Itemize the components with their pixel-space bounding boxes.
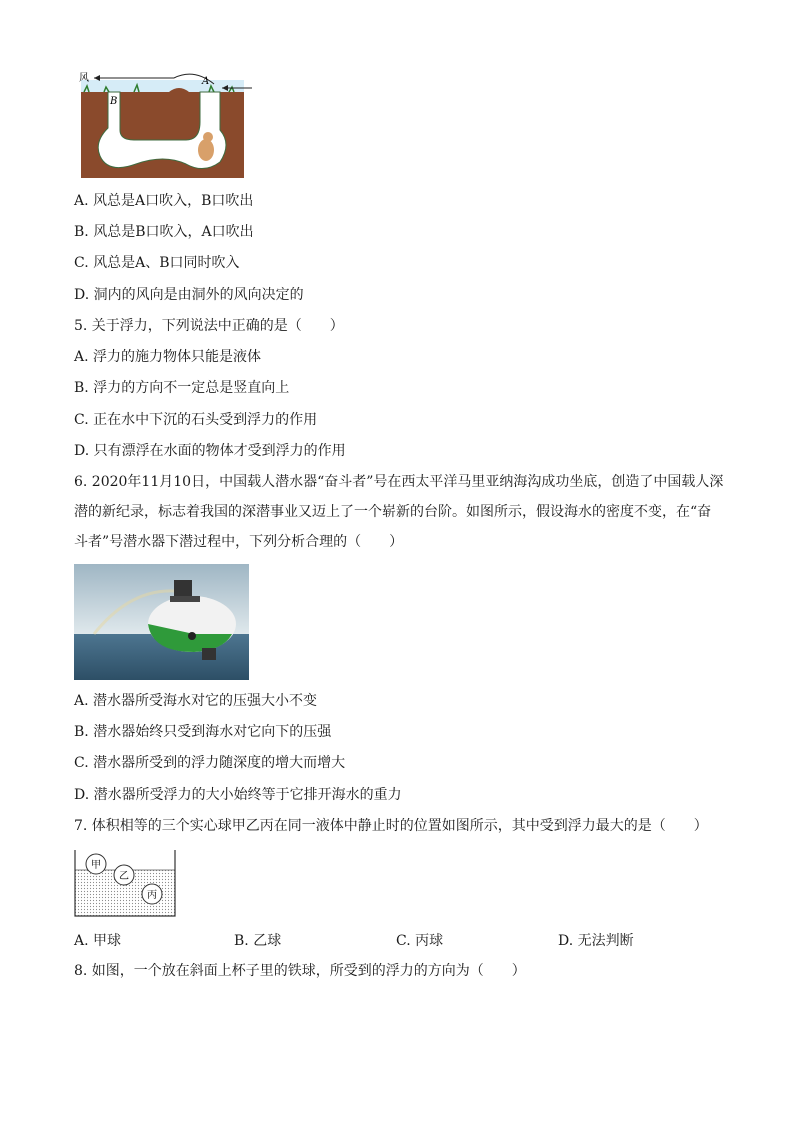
ball-label-jia: 甲 (91, 860, 101, 871)
q4-option-b: B. 风总是B口吹入，A口吹出 (74, 224, 254, 240)
q7-stem: 7. 体积相等的三个实心球甲乙丙在同一液体中静止时的位置如图所示，其中受到浮力最大的是（ ） (74, 818, 708, 834)
q6-option-a: A. 潜水器所受海水对它的压强大小不变 (74, 693, 318, 709)
q4-option-d: D. 洞内的风向是由洞外的风向决定的 (74, 287, 304, 303)
q8-stem: 8. 如图，一个放在斜面上杯子里的铁球，所受到的浮力的方向为（ ） (74, 963, 526, 979)
three-balls-figure (74, 848, 178, 918)
burrow-figure (74, 70, 254, 180)
q4-option-c: C. 风总是A、B口同时吹入 (74, 255, 240, 271)
q7-options (74, 930, 714, 950)
ball-label-bing: 丙 (147, 890, 157, 901)
submersible-photo (74, 564, 249, 680)
q6-stem: 6. 2020年11月10日，中国载人潜水器“奋斗者”号在西太平洋马里亚纳海沟成功坐底，创造了中国载人深潜的新纪录，标志着我国的深潜事业又迈上了一个崭新的台阶。如图所示，假设海水的密度不变，在“奋斗者”号潜水器下潜过程中，下列分析合理的（ ） (74, 474, 724, 550)
q5-option-b: B. 浮力的方向不一定总是竖直向上 (74, 380, 290, 396)
q7-option-c: C. 丙球 (396, 933, 444, 949)
q5-option-a: A. 浮力的施力物体只能是液体 (74, 349, 262, 365)
q5-option-c: C. 正在水中下沉的石头受到浮力的作用 (74, 412, 318, 428)
q6-option-b: B. 潜水器始终只受到海水对它向下的压强 (74, 724, 332, 740)
label-a: A (202, 76, 210, 87)
ball-label-yi: 乙 (119, 871, 129, 882)
q7-option-d: D. 无法判断 (558, 933, 634, 949)
q6-option-c: C. 潜水器所受到的浮力随深度的增大而增大 (74, 755, 346, 771)
label-b: B (110, 96, 118, 107)
q6-option-d: D. 潜水器所受浮力的大小始终等于它排开海水的重力 (74, 787, 402, 803)
q4-option-a: A. 风总是A口吹入，B口吹出 (74, 193, 254, 209)
wind-label: 风 (79, 73, 89, 84)
q7-option-b: B. 乙球 (234, 933, 282, 949)
q7-option-a: A. 甲球 (74, 933, 122, 949)
q5-stem: 5. 关于浮力，下列说法中正确的是（ ） (74, 318, 344, 334)
q5-option-d: D. 只有漂浮在水面的物体才受到浮力的作用 (74, 443, 346, 459)
